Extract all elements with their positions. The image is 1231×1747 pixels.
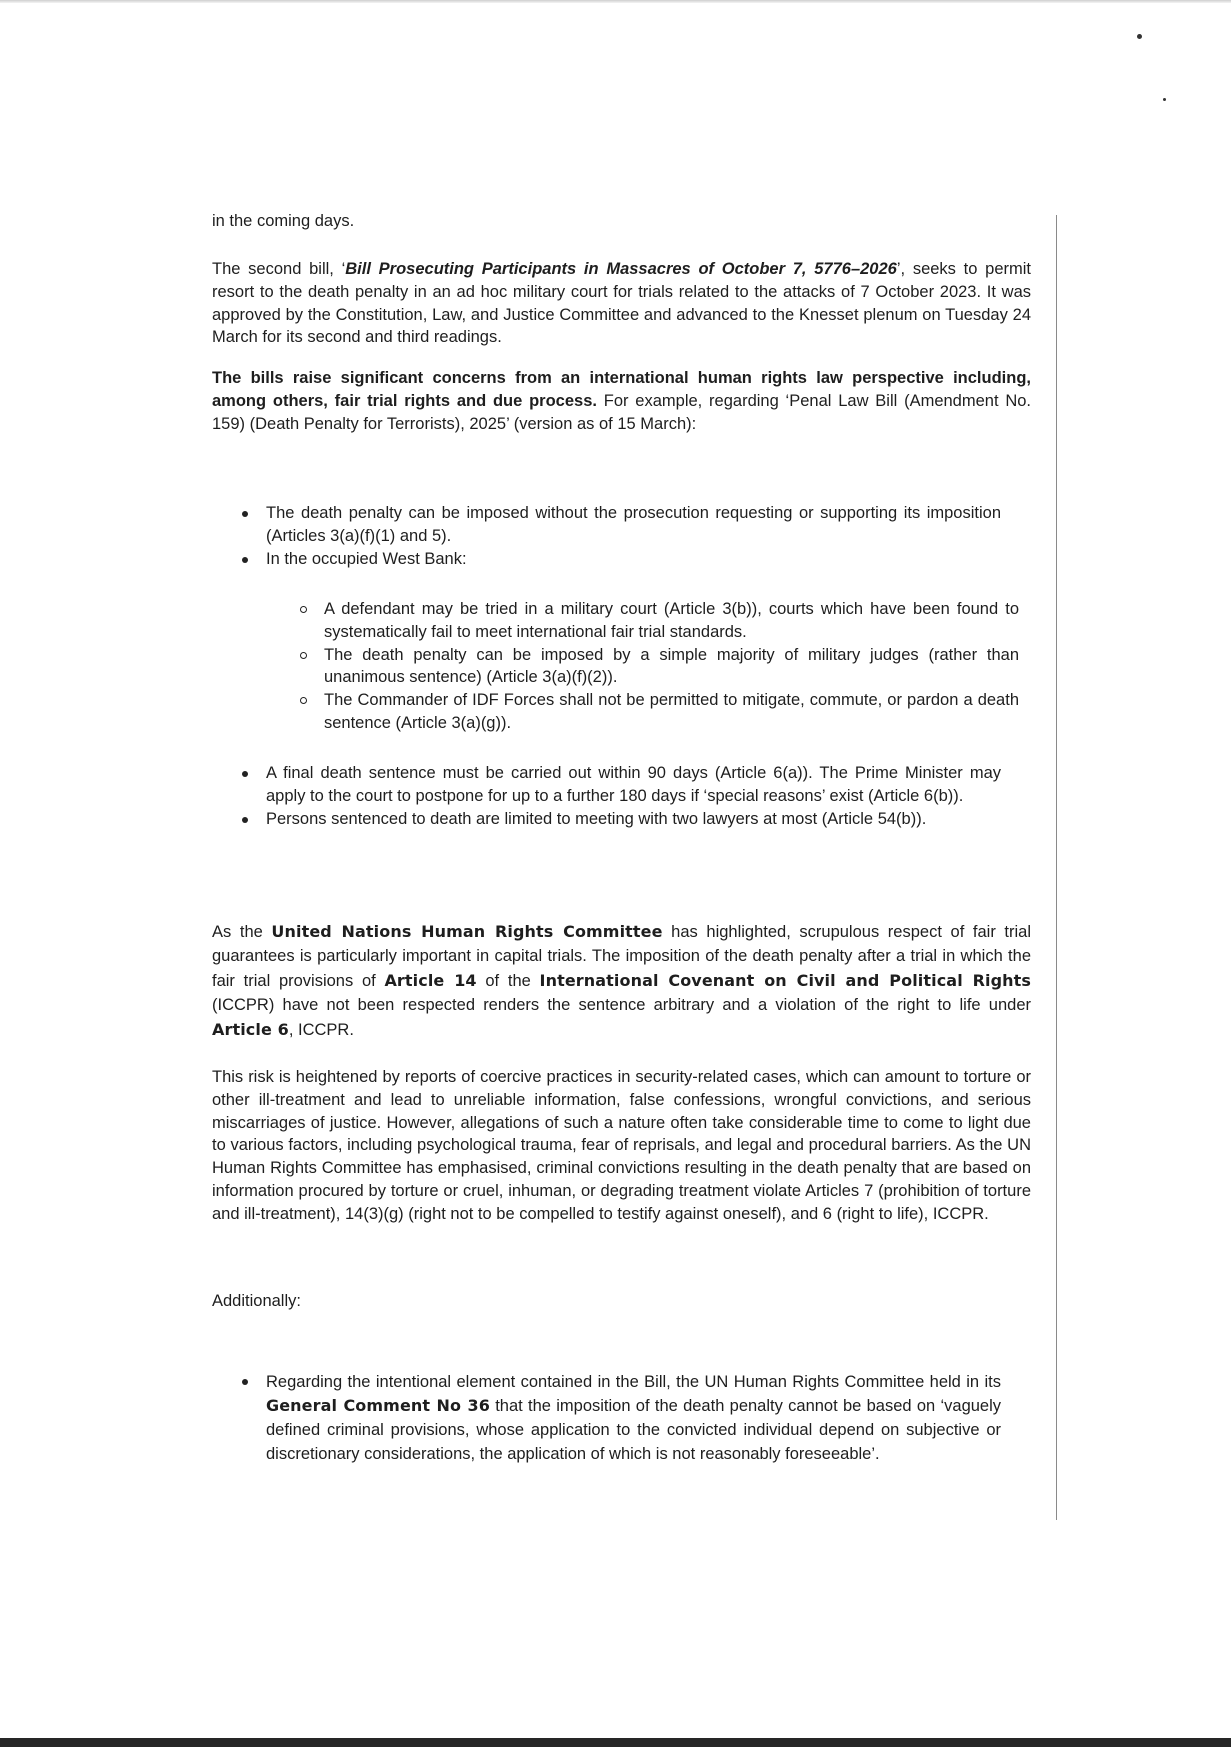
additionally-label: Additionally: bbox=[212, 1292, 301, 1310]
bullet-list bbox=[242, 762, 1001, 830]
scan-speck bbox=[1137, 34, 1142, 39]
risk-paragraph: This risk is heightened by reports of coercive practices in security-related cases, which can amount to torture or other ill-treatment and lead to unreliable information, false confessions, wrongful convictions, and serious miscarriages of justice. However, allegations of such a nature often take considerable time to come to light due to various factors, including psychological trauma, fear of reprisals, and legal and procedural barriers. As the UN Human Rights Committee has emphasised, criminal convictions resulting in the death penalty that are based on information procured by torture or cruel, inhuman, or degrading treatment violate Articles 7 (prohibition of torture and ill-treatment), 14(3)(g) (right not to be compelled to testify against oneself), and 6 (right to life), ICCPR. bbox=[212, 1068, 1031, 1223]
sub-bullet-list bbox=[300, 598, 1019, 735]
un-committee-name: United Nations Human Rights Committee bbox=[271, 922, 663, 941]
hollow-bullet-icon bbox=[300, 697, 307, 704]
list-item bbox=[242, 762, 1001, 808]
text-span: (ICCPR) have not been respected renders the sentence arbitrary and a violation of the right to life under bbox=[212, 996, 1031, 1015]
bullet-icon bbox=[242, 1379, 248, 1385]
list-item bbox=[300, 598, 1019, 644]
list-item bbox=[242, 502, 1001, 548]
text-span: For example, regarding ‘Penal Law Bill (Amendment No. 159) (Death Penalty for Terrorists), 2025’ (version as of 15 March): bbox=[212, 391, 1032, 433]
scan-bottom-edge bbox=[0, 1738, 1231, 1747]
scan-speck bbox=[1163, 98, 1166, 101]
text-span: ’, seeks to permit resort to the death penalty in an ad hoc military court for trials related to the attacks of 7 October 2023. It was approved by the Constitution, Law, and Justice Committee and advanced to the Knesset plenum on Tuesday 24 March for its second and third readings. bbox=[212, 260, 1031, 347]
article-reference: Article 14 bbox=[384, 970, 477, 990]
text-span: The second bill, ‘ bbox=[212, 260, 346, 278]
un-committee-paragraph bbox=[212, 920, 1031, 1042]
list-item-text: A defendant may be tried in a military court (Article 3(b)), courts which have been found to systematically fail to meet international fair trial standards. bbox=[324, 600, 1019, 641]
text-span: that the imposition of the death penalty cannot be based on ‘vaguely defined criminal provisions, whose application to the convicted individual depend on subjective or discretionary considerations, the application of which is not reasonably foreseeable’. bbox=[266, 1397, 1002, 1463]
bullet-icon bbox=[242, 511, 248, 517]
list-item-text: The death penalty can be imposed without the prosecution requesting or supporting its imposition (Articles 3(a)(f)(1) and 5). bbox=[266, 504, 1001, 545]
covenant-name: International Covenant on Civil and Political Rights bbox=[539, 970, 1032, 990]
hollow-bullet-icon bbox=[300, 652, 307, 659]
intro-text: in the coming days. bbox=[212, 212, 355, 230]
text-span: , ICCPR. bbox=[288, 1020, 354, 1039]
text-span: Regarding the intentional element contained in the Bill, the UN Human Rights Committee held in its bbox=[266, 1373, 1001, 1391]
margin-rule bbox=[1056, 215, 1057, 1520]
bullet-icon bbox=[242, 817, 248, 823]
bullet-list bbox=[242, 502, 1001, 570]
bill-name: Bill Prosecuting Participants in Massacres of October 7, 5776–2026 bbox=[345, 260, 897, 278]
bullet-icon bbox=[242, 771, 248, 777]
list-item bbox=[300, 644, 1019, 690]
list-item-text: In the occupied West Bank: bbox=[266, 549, 467, 568]
text-span: has highlighted, scrupulous respect of fair trial guarantees is particularly important in capital trials. The imposition of the death penalty after a trial in which the fair trial provisions of bbox=[212, 923, 1032, 990]
list-item bbox=[242, 1370, 1001, 1466]
bullet-icon bbox=[242, 557, 248, 563]
text-span: of the bbox=[476, 971, 540, 990]
second-bill-paragraph bbox=[212, 258, 1031, 349]
list-item-text: A final death sentence must be carried out within 90 days (Article 6(a)). The Prime Minister may apply to the court to postpone for up to a further 180 days if ‘special reasons’ exist (Article 6(b)). bbox=[266, 764, 1001, 805]
list-item bbox=[300, 689, 1019, 735]
list-item-text: Persons sentenced to death are limited to meeting with two lawyers at most (Article 54(b)). bbox=[266, 809, 927, 828]
concerns-paragraph bbox=[212, 367, 1031, 435]
list-item-text: The death penalty can be imposed by a simple majority of military judges (rather than unanimous sentence) (Article 3(a)(f)(2)). bbox=[324, 645, 1019, 687]
text-span: As the bbox=[212, 923, 272, 941]
scan-top-edge bbox=[0, 0, 1231, 3]
general-comment-reference: General Comment No 36 bbox=[266, 1396, 490, 1415]
list-item-text: The Commander of IDF Forces shall not be permitted to mitigate, commute, or pardon a death sentence (Article 3(a)(g)). bbox=[324, 691, 1019, 732]
hollow-bullet-icon bbox=[300, 606, 307, 613]
list-item bbox=[242, 548, 1001, 571]
concerns-bold: The bills raise significant concerns from an international human rights law perspective including, among others, fair trial rights and due process. bbox=[212, 369, 1031, 410]
bullet-list bbox=[242, 1370, 1001, 1466]
list-item bbox=[242, 808, 1001, 831]
article-reference: Article 6 bbox=[212, 1019, 289, 1039]
